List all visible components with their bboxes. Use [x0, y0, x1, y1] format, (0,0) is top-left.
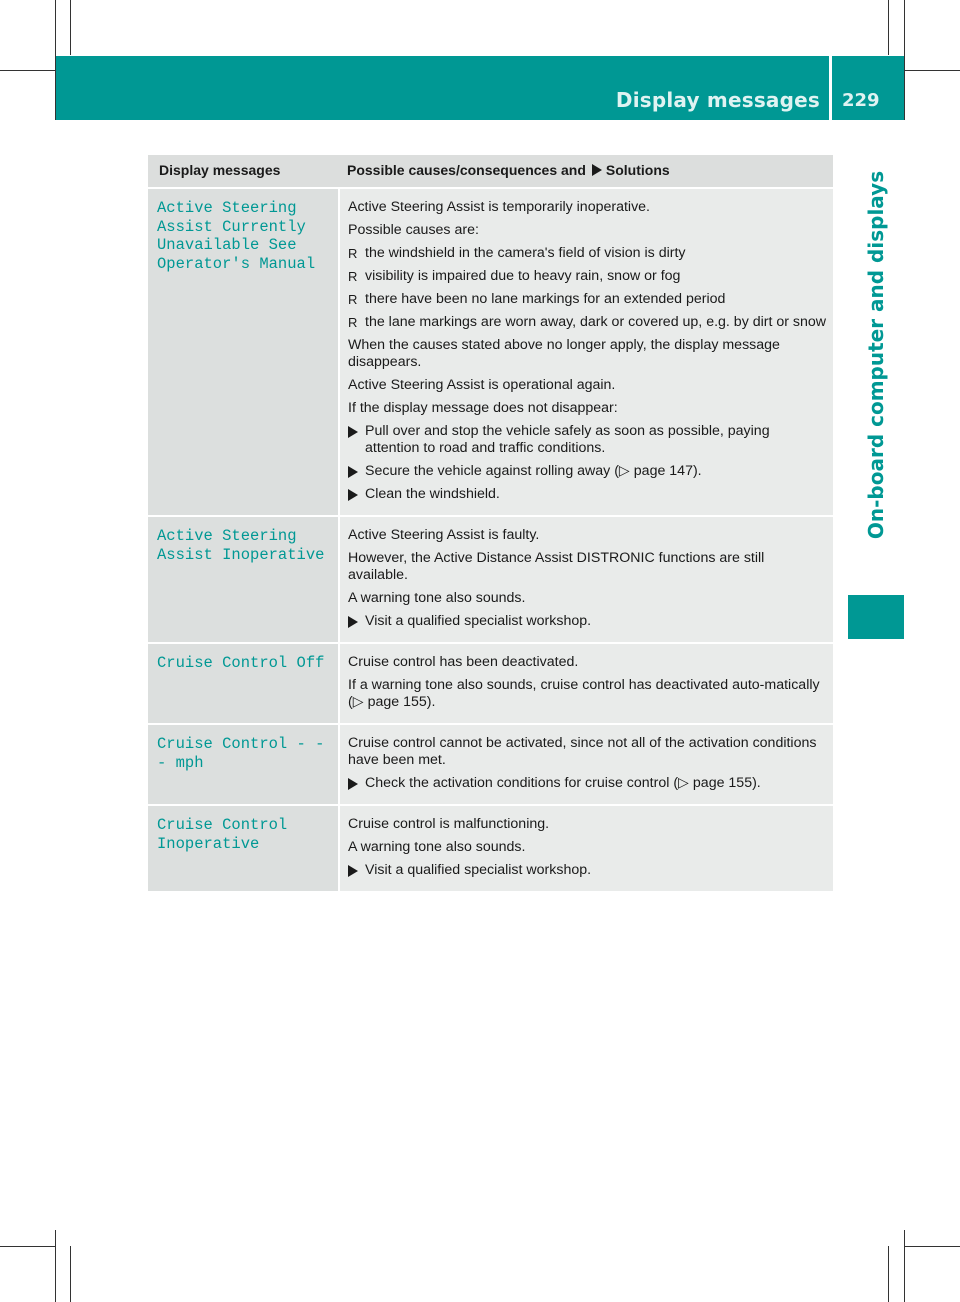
action-text: Secure the vehicle against rolling away (▷ page 147).: [365, 463, 702, 479]
table-row: [148, 516, 833, 643]
causes-solutions-cell: [339, 188, 833, 516]
page-number: 229: [842, 90, 880, 111]
display-message-cell: [148, 724, 339, 805]
display-message-text: Cruise Control Off: [157, 654, 325, 672]
header-causes-label: Possible causes/consequences and: [347, 162, 586, 178]
description-text: Cruise control has been deactivated.: [348, 654, 579, 670]
crop-mark: [904, 1230, 905, 1302]
table-header-row: [148, 155, 833, 188]
action-step: [348, 463, 827, 480]
crop-mark: [905, 1246, 960, 1247]
action-text: Check the activation conditions for cruise control (▷ page 155).: [365, 775, 761, 791]
table-row: [148, 805, 833, 891]
causes-solutions-cell: [339, 643, 833, 724]
action-arrow-icon: [592, 164, 602, 176]
header-causes-solutions: [339, 155, 833, 188]
table-row: [148, 188, 833, 516]
display-message-cell: [148, 516, 339, 643]
description-text: A warning tone also sounds.: [348, 839, 526, 855]
display-message-text: Cruise Control - -: [157, 735, 325, 753]
description-text: If a warning tone also sounds, cruise control has deactivated auto-matically (▷ page 155).: [348, 677, 820, 710]
description-text: Possible causes are:: [348, 222, 479, 238]
cause-list-item: [348, 314, 827, 331]
crop-mark: [904, 0, 905, 120]
action-step: [348, 613, 827, 630]
description-text: However, the Active Distance Assist DISTRONIC functions are still available.: [348, 550, 765, 583]
description-text: When the causes stated above no longer apply, the display message disappears.: [348, 337, 780, 370]
display-message-text: Operator's Manual: [157, 254, 316, 273]
action-text: Visit a qualified specialist workshop.: [365, 613, 592, 629]
chapter-marker: [848, 595, 904, 639]
display-message-text: Assist Currently: [157, 217, 306, 236]
display-message-text: Active Steering: [157, 199, 297, 217]
display-message-text: - mph: [157, 753, 204, 772]
header-solutions-label: Solutions: [605, 162, 670, 178]
header-display-messages: Display messages: [148, 155, 339, 188]
bullet-icon: R: [348, 292, 358, 307]
description-text: Active Steering Assist is temporarily inoperative.: [348, 199, 651, 215]
action-arrow-icon: [348, 616, 358, 628]
bullet-icon: R: [348, 269, 358, 284]
crop-mark: [888, 1246, 889, 1302]
crop-mark: [905, 70, 960, 71]
causes-solutions-cell: [339, 516, 833, 643]
crop-mark: [70, 0, 71, 55]
description-text: Cruise control cannot be activated, since not all of the activation conditions have been met.: [348, 735, 817, 768]
action-arrow-icon: [348, 778, 358, 790]
display-message-cell: [148, 805, 339, 891]
table-body: [148, 188, 833, 891]
action-step: [348, 423, 827, 457]
action-text: Visit a qualified specialist workshop.: [365, 862, 592, 878]
cause-list-item: [348, 245, 827, 262]
cause-text: the windshield in the camera's field of vision is dirty: [365, 245, 686, 261]
side-tab: [848, 120, 904, 590]
cause-text: the lane markings are worn away, dark or covered up, e.g. by dirt or snow: [365, 314, 827, 330]
action-arrow-icon: [348, 426, 358, 438]
action-arrow-icon: [348, 865, 358, 877]
description-text: If the display message does not disappear:: [348, 400, 618, 416]
crop-mark: [0, 1246, 55, 1247]
action-step: [348, 486, 827, 503]
table-row: [148, 724, 833, 805]
causes-solutions-cell: [339, 724, 833, 805]
cause-list-item: [348, 268, 827, 285]
description-text: Cruise control is malfunctioning.: [348, 816, 550, 832]
display-message-text: Inoperative: [157, 834, 260, 853]
display-message-text: Assist Inoperative: [157, 545, 325, 564]
display-message-text: Unavailable See: [157, 236, 297, 254]
cause-text: there have been no lane markings for an extended period: [365, 291, 726, 307]
description-text: A warning tone also sounds.: [348, 590, 526, 606]
header-divider: [829, 56, 832, 120]
display-message-cell: [148, 188, 339, 516]
action-step: [348, 862, 827, 879]
bullet-icon: R: [348, 315, 358, 330]
display-message-text: Cruise Control: [157, 816, 288, 834]
action-text: Pull over and stop the vehicle safely as soon as possible, paying attention to road and traffic conditions.: [365, 423, 770, 456]
crop-mark: [55, 1230, 56, 1302]
action-arrow-icon: [348, 489, 358, 501]
cause-text: visibility is impaired due to heavy rain, snow or fog: [365, 268, 681, 284]
display-messages-table: [148, 155, 833, 891]
action-arrow-icon: [348, 466, 358, 478]
cause-list-item: [348, 291, 827, 308]
table-row: [148, 643, 833, 724]
description-text: Active Steering Assist is operational again.: [348, 377, 616, 393]
crop-mark: [888, 0, 889, 55]
action-text: Clean the windshield.: [365, 486, 500, 502]
display-message-cell: [148, 643, 339, 724]
causes-solutions-cell: [339, 805, 833, 891]
side-tab-label: On-board computer and displays: [864, 170, 889, 540]
display-message-text: Active Steering: [157, 527, 297, 545]
section-title: Display messages: [615, 88, 820, 112]
action-step: [348, 775, 827, 792]
bullet-icon: R: [348, 246, 358, 261]
description-text: Active Steering Assist is faulty.: [348, 527, 540, 543]
crop-mark: [70, 1246, 71, 1302]
